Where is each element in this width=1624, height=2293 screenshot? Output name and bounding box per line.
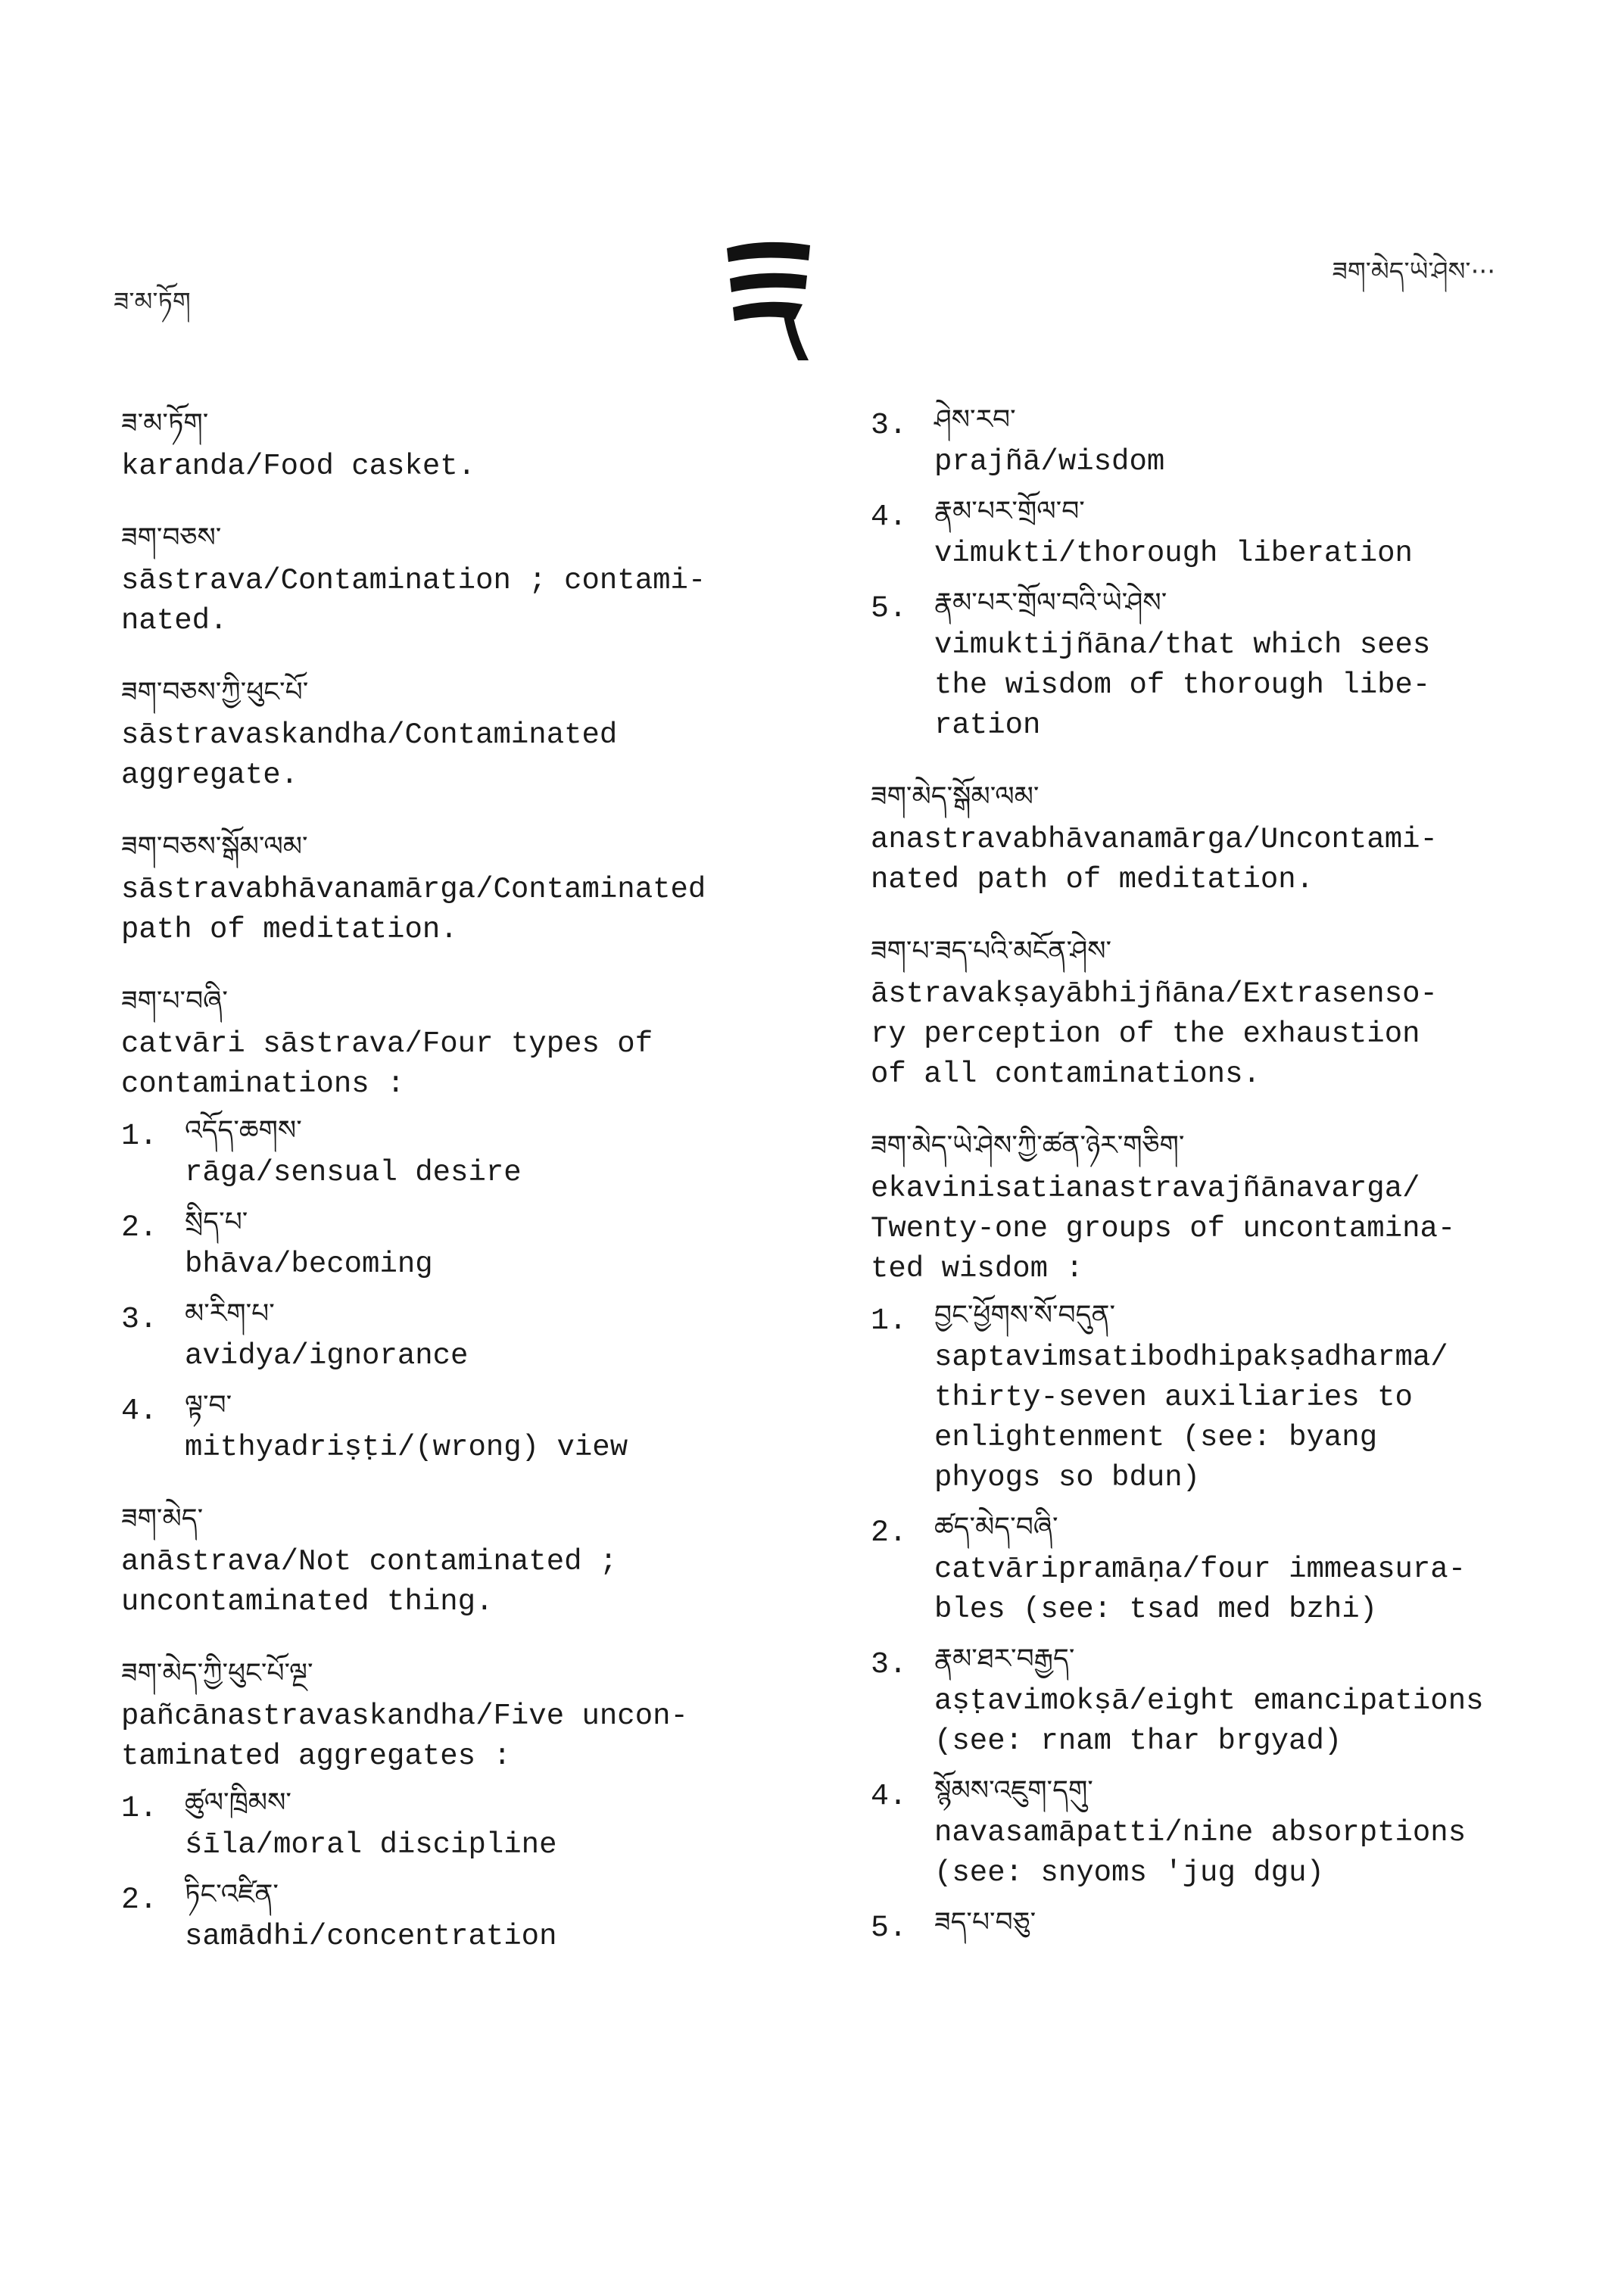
entry-gloss: sāstrava/Contamination ; contami- nated. [121, 564, 706, 637]
sub-list-item [121, 1873, 803, 1957]
right-column [871, 394, 1552, 1974]
entry-sub-list [871, 1294, 1552, 1945]
entry-gloss: catvāri sāstrava/Four types of contaminations : [121, 1027, 653, 1101]
entry-gloss: āstravakṣayābhijñāna/Extrasenso- ry perception of the exhaustion of all contaminations. [871, 977, 1438, 1091]
item-gloss: catvāripramāṇa/four immeasura- bles (see: tsad med bzhi) [934, 1553, 1467, 1626]
item-tibetan-term: བྱང་ཕྱོགས་སོ་བདུན་ [934, 1300, 1116, 1331]
sub-list-item [871, 1901, 1552, 1945]
item-tibetan-term: སྙོམས་འཇུག་དགུ་ [934, 1775, 1093, 1806]
entry-sub-list [121, 1109, 803, 1468]
item-number: 3. [121, 1303, 158, 1337]
left-column [121, 401, 803, 1986]
item-gloss: avidya/ignorance [185, 1339, 469, 1372]
entry-tibetan-term: ཟག་བཅས་སྒོམ་ལམ་ [121, 831, 308, 862]
item-number: 4. [871, 1780, 908, 1814]
sub-list-item [871, 1769, 1552, 1893]
dictionary-entry [871, 1123, 1552, 1945]
sub-list-item [871, 581, 1552, 746]
entry-gloss: sāstravabhāvanamārga/Contaminated path of meditation. [121, 873, 706, 946]
right-guideword: ཟག་མེད་ཡེ་ཤེས་··· [1332, 257, 1495, 287]
item-number: 2. [871, 1516, 908, 1550]
dictionary-entry [121, 824, 803, 950]
item-tibetan-term: ཏིང་འཛིན་ [185, 1879, 279, 1910]
entry-tibetan-term: ཟག་མེད་ཀྱི་ཕུང་པོ་ལྔ་ [121, 1658, 313, 1689]
left-guideword: ཟ་མ་ཏོག [114, 287, 191, 317]
item-tibetan-term: ཚུལ་ཁྲིམས་ [185, 1787, 291, 1818]
sub-list-item [871, 398, 1552, 482]
entry-tibetan-term: ཟག་བཅས་ཀྱི་ཕུང་པོ་ [121, 677, 309, 708]
item-number: 5. [871, 592, 908, 626]
item-gloss: vimuktijñāna/that which sees the wisdom of thorough libe- ration [934, 628, 1431, 742]
sub-list-item [121, 1384, 803, 1468]
sub-list-item [871, 490, 1552, 574]
item-tibetan-term: རྣམ་པར་གྲོལ་བ་ [934, 496, 1085, 527]
entry-gloss: sāstravaskandha/Contaminated aggregate. [121, 718, 618, 792]
item-number: 3. [871, 409, 908, 443]
entry-tibetan-term: ཟག་བཅས་ [121, 522, 222, 553]
item-number: 1. [121, 1120, 158, 1154]
item-tibetan-term: རྣམ་ཐར་བརྒྱད་ [934, 1643, 1075, 1675]
item-tibetan-term: རྣམ་པར་གྲོལ་བའི་ཡེ་ཤེས་ [934, 587, 1167, 618]
item-gloss: aṣṭavimokṣā/eight emancipations (see: rnam thar brgyad) [934, 1684, 1484, 1758]
item-gloss: saptavimsatibodhipakṣadharma/ thirty-seven auxiliaries to enlightenment (see: byang phyogs so bdun) [934, 1341, 1448, 1494]
item-number: 5. [871, 1911, 908, 1946]
item-gloss: śīla/moral discipline [185, 1828, 557, 1862]
entry-gloss: ekavinisatianastravajñānavarga/ Twenty-one groups of uncontamina- ted wisdom : [871, 1172, 1456, 1285]
item-number: 4. [121, 1394, 158, 1428]
entry-tibetan-term: ཟག་མེད་ཡེ་ཤེས་ཀྱི་ཚན་ཉེར་གཅིག་ [871, 1130, 1185, 1161]
item-number: 3. [871, 1648, 908, 1682]
item-gloss: bhāva/becoming [185, 1248, 433, 1281]
dictionary-entry [871, 398, 1552, 746]
item-tibetan-term: ཤེས་རབ་ [934, 404, 1016, 435]
dictionary-entry [871, 774, 1552, 900]
entry-tibetan-term: ཟག་པ་བཞི་ [121, 986, 228, 1017]
sub-list-item [871, 1294, 1552, 1498]
item-tibetan-term: འདོད་ཆགས་ [185, 1115, 302, 1146]
dictionary-entry [121, 401, 803, 487]
entry-tibetan-term: ཟག་མེད་སྒོམ་ལམ་ [871, 781, 1040, 812]
item-number: 1. [121, 1792, 158, 1826]
sub-list-item [121, 1109, 803, 1193]
entry-gloss: karanda/Food casket. [121, 450, 476, 483]
item-number: 4. [871, 500, 908, 534]
entry-sub-list [121, 1781, 803, 1957]
entry-tibetan-term: ཟ་མ་ཏོག་ [121, 408, 209, 439]
item-tibetan-term: ཟད་པ་བཅུ་ [934, 1907, 1036, 1938]
item-tibetan-term: སྲིད་པ་ [185, 1207, 248, 1238]
sub-list-item [121, 1781, 803, 1865]
item-tibetan-term: ལྟ་བ་ [185, 1390, 232, 1421]
item-tibetan-term: ཚད་མེད་བཞི་ [934, 1512, 1058, 1543]
sub-list-item [871, 1506, 1552, 1630]
entry-gloss: anāstrava/Not contaminated ; uncontaminated thing. [121, 1545, 618, 1618]
section-letter-glyph [719, 235, 818, 363]
sub-list-item [121, 1292, 803, 1376]
entry-sub-list [871, 398, 1552, 746]
dictionary-entry [121, 516, 803, 641]
item-gloss: prajñā/wisdom [934, 445, 1165, 478]
item-number: 2. [121, 1211, 158, 1245]
dictionary-entry [121, 979, 803, 1468]
item-number: 1. [871, 1304, 908, 1338]
item-gloss: samādhi/concentration [185, 1920, 557, 1953]
dictionary-entry [121, 1651, 803, 1957]
sub-list-item [871, 1637, 1552, 1762]
entry-tibetan-term: ཟག་མེད་ [121, 1503, 204, 1534]
item-tibetan-term: མ་རིག་པ་ [185, 1298, 275, 1329]
dictionary-entry [121, 670, 803, 796]
item-gloss: navasamāpatti/nine absorptions (see: snyoms 'jug dgu) [934, 1816, 1467, 1890]
item-gloss: vimukti/thorough liberation [934, 537, 1413, 570]
item-number: 2. [121, 1883, 158, 1918]
item-gloss: rāga/sensual desire [185, 1156, 522, 1189]
entry-gloss: pañcānastravaskandha/Five uncon- taminated aggregates : [121, 1699, 688, 1773]
dictionary-entry [121, 1497, 803, 1622]
section-letter [719, 235, 818, 363]
dictionary-entry [871, 929, 1552, 1095]
sub-list-item [121, 1201, 803, 1285]
item-gloss: mithyadriṣṭi/(wrong) view [185, 1431, 628, 1464]
entry-gloss: anastravabhāvanamārga/Uncontami- nated path of meditation. [871, 823, 1438, 896]
entry-tibetan-term: ཟག་པ་ཟད་པའི་མངོན་ཤེས་ [871, 936, 1112, 967]
